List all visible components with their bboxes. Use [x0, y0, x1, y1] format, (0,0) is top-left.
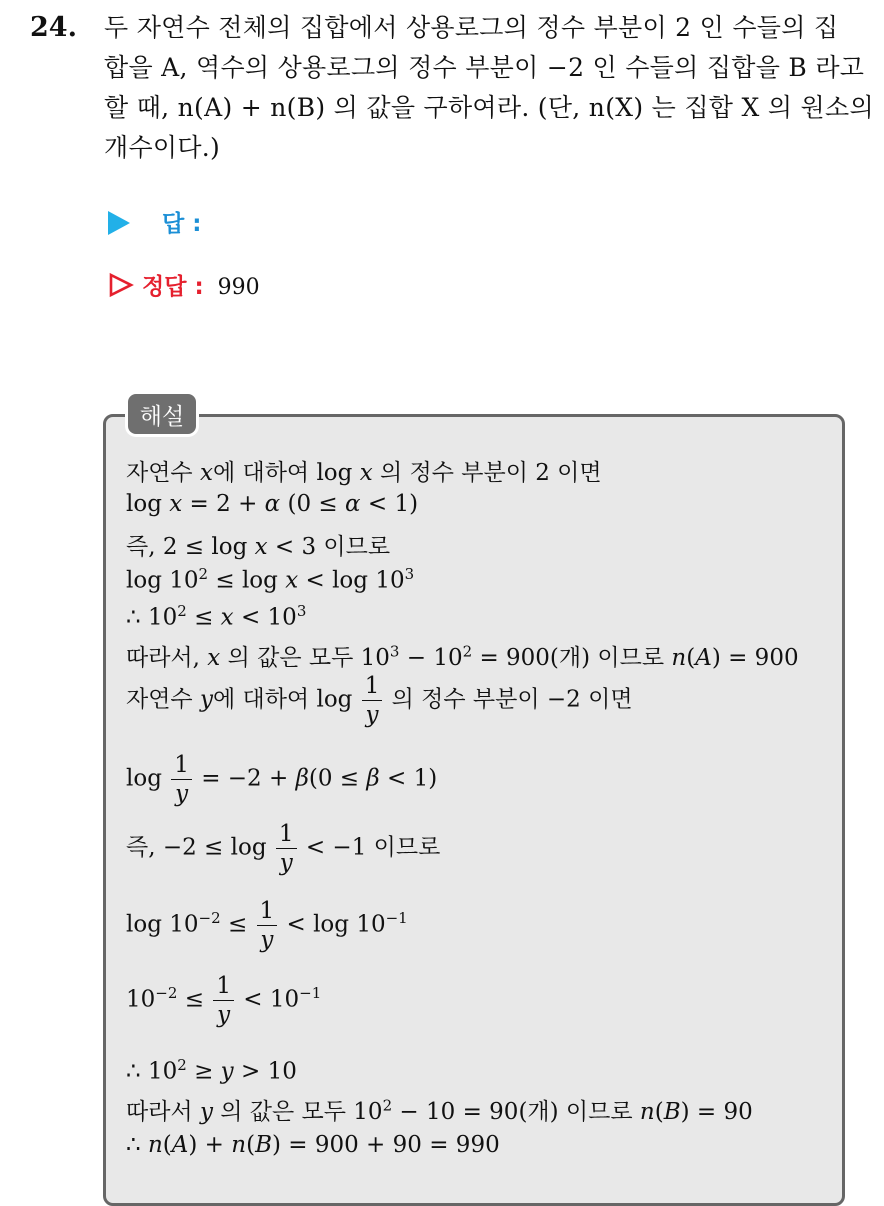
question-text	[104, 8, 884, 168]
solution-line: $\log 10^2 \le \log x < \log 10^3$	[126, 565, 415, 594]
solution-line: log x = 2 + α (0 ≤ α < 1)	[126, 491, 419, 517]
fraction: $\frac{1}{y}$	[276, 820, 297, 877]
answer-row	[108, 205, 201, 238]
question-line: 두 자연수 전체의 집합에서 상용로그의 정수 부분이 2 인 수들의 집	[104, 13, 839, 42]
solution-line: 자연수 x에 대하여 log x 의 정수 부분이 2 이면	[126, 460, 602, 486]
correct-answer-row	[108, 268, 260, 301]
solution-line: ∴ $10^2 \ge y > 10$	[126, 1056, 297, 1085]
fraction: $\frac{1}{y}$	[171, 751, 192, 808]
question-line: 개수이다.)	[104, 133, 221, 162]
solution-tag: 해설	[128, 394, 196, 434]
correct-answer-value: 990	[217, 275, 260, 300]
solution-line: ∴ n(A) + n(B) = 900 + 90 = 990	[126, 1132, 500, 1158]
solution-line: 즉, −2 ≤ log $\frac{1}{y}$ < −1 이므로	[126, 821, 441, 876]
outline-triangle-icon	[108, 272, 134, 298]
play-triangle-icon	[108, 211, 130, 235]
solution-line: log $\frac{1}{y}$ = −2 + β(0 ≤ β < 1)	[126, 752, 438, 807]
solution-line: 따라서, x 의 값은 모두 $10^3 - 10^2 = 900$(개) 이므로 n(A) = 900	[126, 642, 799, 671]
fraction: $\frac{1}{y}$	[213, 972, 234, 1029]
solution-line: $\log 10^{-2}$ ≤ $\frac{1}{y}$ < $\log 10^{-1}$	[126, 898, 408, 953]
question-line: 합을 A, 역수의 상용로그의 정수 부분이 −2 인 수들의 집합을 B 라고	[104, 53, 865, 82]
question-line: 할 때, n(A) + n(B) 의 값을 구하여라. (단, n(X) 는 집합 X 의 원소의	[104, 93, 874, 122]
solution-line: 따라서 y 의 값은 모두 $10^2 - 10 = 90$(개) 이므로 n(B) = 90	[126, 1096, 753, 1125]
solution-line: 즉, 2 ≤ log x < 3 이므로	[126, 534, 391, 560]
correct-answer-label: 정답 :	[142, 274, 204, 300]
solution-line: $10^{-2}$ ≤ $\frac{1}{y}$ < $10^{-1}$	[126, 973, 322, 1028]
solution-line: ∴ $10^2 \le x < 10^3$	[126, 602, 307, 631]
solution-line: 자연수 y에 대하여 log $\frac{1}{y}$ 의 정수 부분이 −2 이면	[126, 673, 633, 728]
fraction: $\frac{1}{y}$	[257, 897, 278, 954]
question-number: 24.	[30, 12, 77, 43]
fraction: $\frac{1}{y}$	[362, 672, 383, 729]
answer-label: 답 :	[162, 211, 202, 237]
